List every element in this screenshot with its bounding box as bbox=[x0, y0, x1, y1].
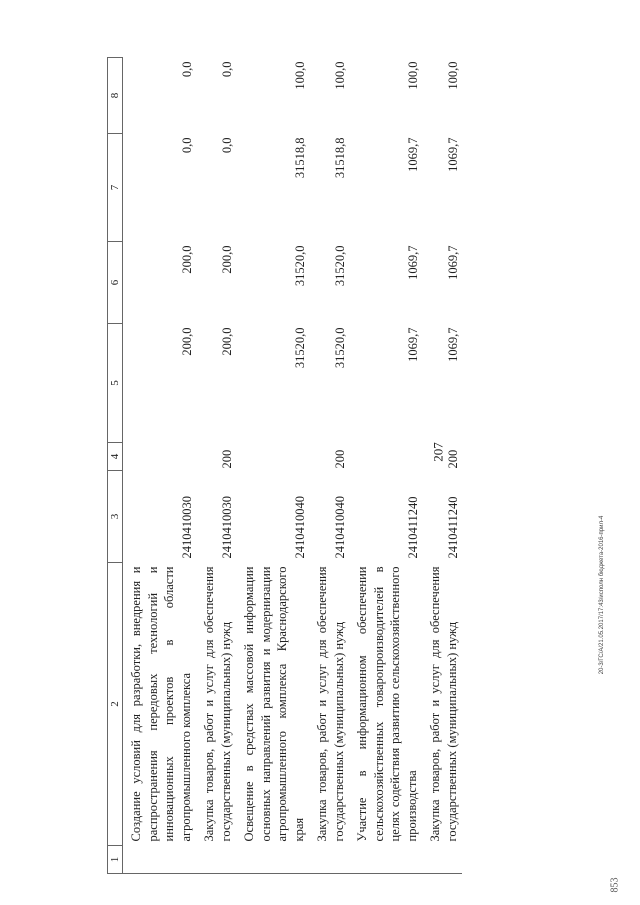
row-executed: 1069,7 bbox=[406, 137, 420, 172]
row-expense-type bbox=[236, 443, 309, 471]
row-target-code: 2410410030 bbox=[220, 496, 234, 559]
document-footer-code: 20-3/ГС/А/21.05.2017/17:43/исполн бюджета-2016-прил-4 bbox=[599, 515, 605, 675]
table-row bbox=[196, 58, 236, 874]
table-row bbox=[349, 58, 422, 874]
row-number bbox=[349, 846, 422, 874]
header-col-5: 5 bbox=[108, 324, 123, 443]
header-col-1: 1 bbox=[108, 846, 123, 874]
table-row bbox=[309, 58, 349, 874]
budget-table bbox=[107, 57, 462, 874]
row-approved: 1069,7 bbox=[406, 327, 420, 362]
row-description: Закупка товаров, работ и услуг для обеспечения государственных (муниципальных) нужд bbox=[315, 566, 346, 842]
row-description: Закупка товаров, работ и услуг для обеспечения государственных (муниципальных) нужд bbox=[428, 566, 459, 842]
row-approved: 200,0 bbox=[180, 327, 194, 356]
header-col-7: 7 bbox=[108, 134, 123, 242]
row-number bbox=[309, 846, 349, 874]
row-description: Закупка товаров, работ и услуг для обеспечения государственных (муниципальных) нужд bbox=[202, 566, 233, 842]
row-planned: 200,0 bbox=[220, 245, 234, 274]
budget-table-area bbox=[107, 58, 617, 874]
row-expense-type: 200 bbox=[333, 449, 347, 469]
table-row bbox=[123, 58, 197, 874]
header-col-2: 2 bbox=[108, 563, 123, 846]
header-col-8: 8 bbox=[108, 58, 123, 134]
row-approved: 31520,0 bbox=[333, 327, 347, 369]
row-number bbox=[123, 846, 197, 874]
rotated-table-container bbox=[107, 58, 617, 874]
row-executed: 1069,7 bbox=[446, 137, 460, 172]
header-col-3: 3 bbox=[108, 471, 123, 563]
row-description: Создание условий для разработки, внедрения и распространения передовых технологий и инновационных проектов в области агропромышленного комплекса bbox=[129, 566, 193, 842]
header-col-4: 4 bbox=[108, 443, 123, 471]
row-planned: 1069,7 bbox=[406, 245, 420, 280]
row-percent: 100,0 bbox=[333, 61, 347, 90]
row-target-code: 2410410030 bbox=[180, 496, 194, 559]
row-number bbox=[196, 846, 236, 874]
row-target-code: 2410410040 bbox=[293, 496, 307, 559]
row-percent: 100,0 bbox=[446, 61, 460, 90]
row-executed: 31518,8 bbox=[293, 137, 307, 179]
table-row bbox=[236, 58, 309, 874]
sheet-corner-number: 853 bbox=[609, 877, 621, 893]
table-header-row bbox=[108, 58, 123, 874]
row-approved: 200,0 bbox=[220, 327, 234, 356]
row-expense-type: 200 bbox=[446, 449, 460, 469]
row-approved: 1069,7 bbox=[446, 327, 460, 362]
row-expense-type bbox=[349, 443, 422, 471]
row-executed: 0,0 bbox=[180, 137, 194, 154]
row-planned: 200,0 bbox=[180, 245, 194, 274]
table-row bbox=[422, 58, 462, 874]
row-percent: 0,0 bbox=[220, 61, 234, 78]
row-percent: 100,0 bbox=[293, 61, 307, 90]
row-executed: 0,0 bbox=[220, 137, 234, 154]
row-percent: 100,0 bbox=[406, 61, 420, 90]
row-percent: 0,0 bbox=[180, 61, 194, 78]
row-expense-type: 200 bbox=[220, 449, 234, 469]
row-approved: 31520,0 bbox=[293, 327, 307, 369]
row-description: Участие в информационном обеспечении сельскохозяйственных товаропроизводителей в целях содействия развитию сельскохозяйственного производства bbox=[355, 566, 419, 842]
row-planned: 31520,0 bbox=[333, 245, 347, 287]
page-number: 207 bbox=[430, 442, 446, 462]
row-planned: 31520,0 bbox=[293, 245, 307, 287]
row-target-code: 2410410040 bbox=[333, 496, 347, 559]
row-planned: 1069,7 bbox=[446, 245, 460, 280]
row-number bbox=[422, 846, 462, 874]
row-target-code: 2410411240 bbox=[406, 496, 420, 559]
row-target-code: 2410411240 bbox=[446, 496, 460, 559]
row-description: Освещение в средствах массовой информации основных направлений развития и модернизации агропромышленного комплекса Краснодарского края bbox=[242, 566, 306, 842]
header-col-6: 6 bbox=[108, 242, 123, 324]
row-executed: 31518,8 bbox=[333, 137, 347, 179]
row-expense-type bbox=[123, 443, 197, 471]
row-number bbox=[236, 846, 309, 874]
